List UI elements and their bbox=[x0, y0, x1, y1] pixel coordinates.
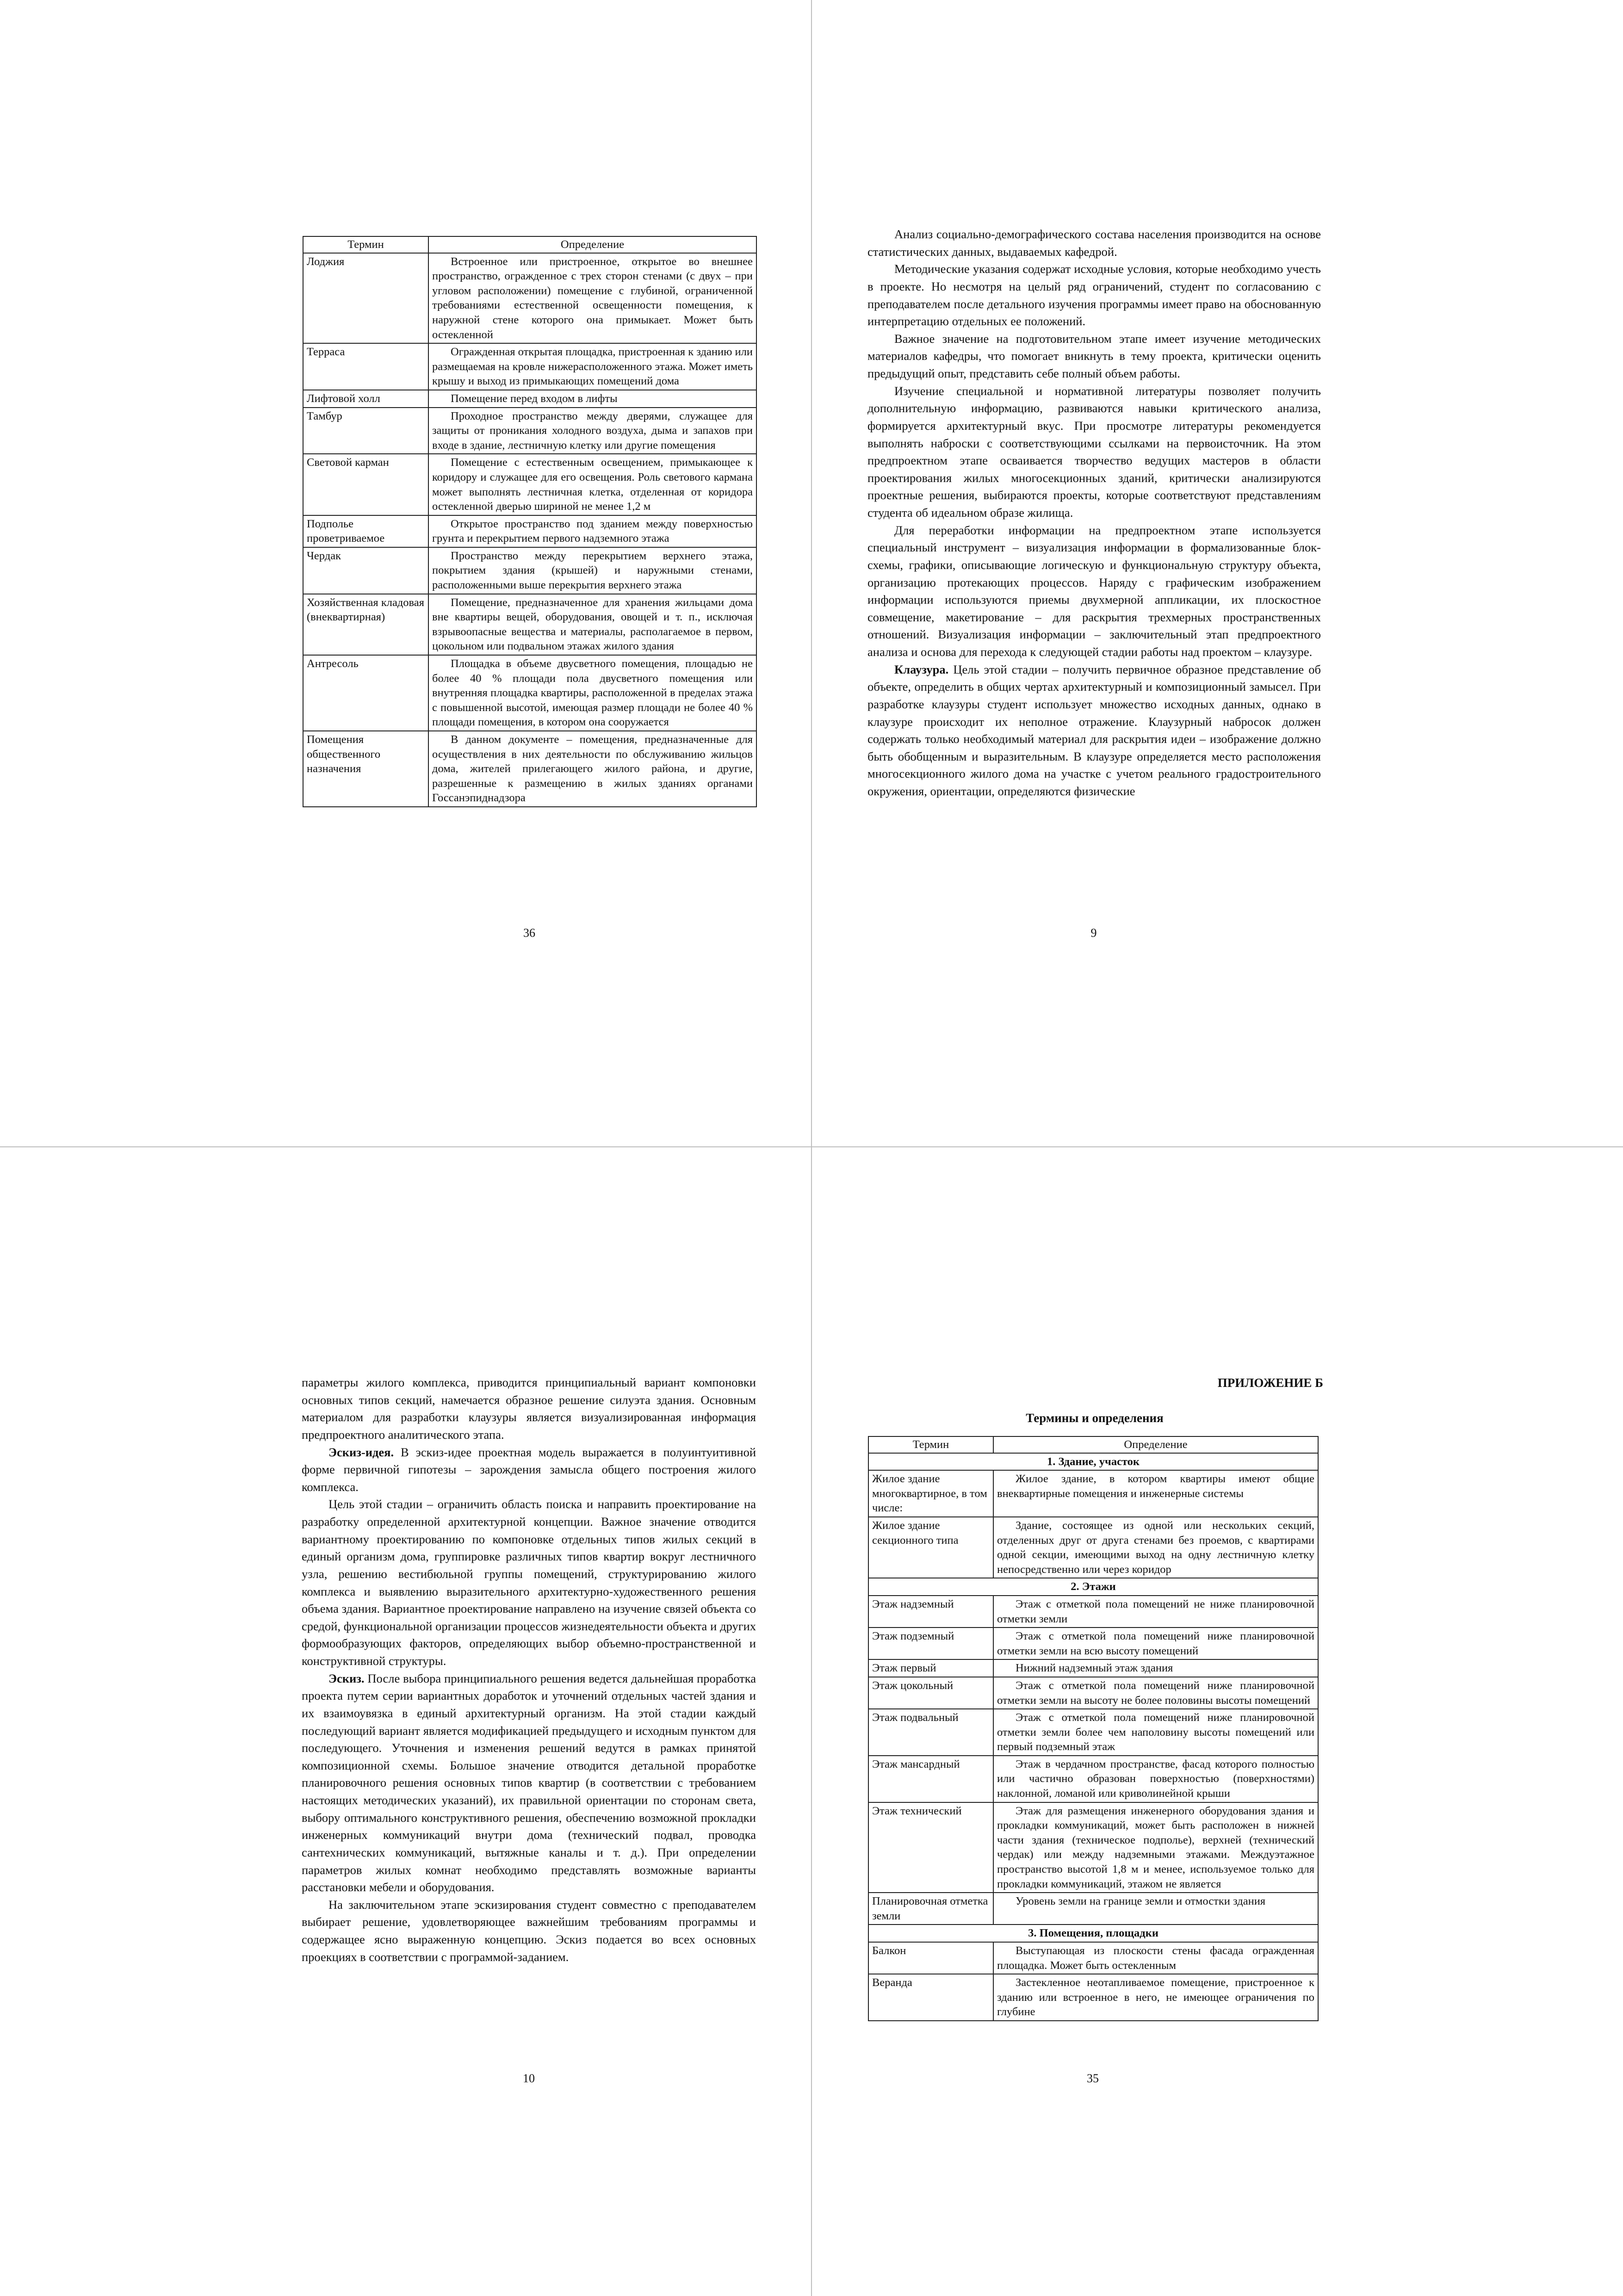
definition-cell: Пространство между перекрытием верхнего этажа, покрытием здания (крышей) и наружными стенами, расположенными выше перекрытия верхнего этажа bbox=[428, 547, 756, 594]
definition-cell: Здание, состоящее из одной или нескольких секций, отделенных друг от друга стенами без проемов, с квартирами одной секции, имеющими выход на одну лестничную клетку непосредственно или через коридор bbox=[993, 1517, 1318, 1578]
term-cell: Этаж цокольный bbox=[868, 1677, 993, 1709]
paragraph-text: Для переработки информации на предпроектном этапе используется специальный инструмент – визуализация информации в формализованные блок-схемы, графики, описывающие логическую и функциональную структуру объекта, организацию протекающих процессов. Наряду с графическим изображением информации используются приемы двухмерной аппликации, их плоскостное совмещение, макетирование – для раскрытия трехмерных пространственных отношений. Визуализация информации – заключительный этап предпроектного анализа и основа для перехода к следующей стадии работы над проектом – клаузуре. bbox=[867, 523, 1321, 659]
section-header-row bbox=[868, 1925, 1318, 1942]
table-row bbox=[303, 655, 756, 731]
paragraph-text: Цель этой стадии – ограничить область поиска и направить проектирование на разработку определенной архитектурной концепции. Важное значение отводится вариантному проектированию по компоновке отдельных типов жилых секций в единый организм дома, группировке различных типов квартир вокруг лестничного узла, решению вестибюльной группы помещений, структурированию жилого комплекса и выявлению выразительного архитектурно-художественного решения объема здания. Вариантное проектирование направлено на изучение связей объекта со средой, функциональной организации процессов жизнедеятельности объекта и других формообразующих факторов, определяющих выбор объемно-пространственной и конструктивной структуры. bbox=[302, 1497, 756, 1668]
term-cell: Чердак bbox=[303, 547, 428, 594]
page-number-35: 35 bbox=[1087, 2072, 1099, 2085]
term-cell: Лифтовой холл bbox=[303, 390, 428, 408]
paragraph bbox=[867, 522, 1321, 661]
terms-table-body bbox=[303, 253, 756, 807]
table-row bbox=[303, 253, 756, 344]
definition-cell: Этаж для размещения инженерного оборудования здания и прокладки коммуникаций, может быть расположен в нижней части здания (техническое подполье), верхней (технический чердак) или между надземными этажами. Междуэтажное пространство высотой 1,8 м и менее, используемое только для прокладки коммуникаций, этажом не является bbox=[993, 1802, 1318, 1893]
table-row bbox=[868, 1659, 1318, 1677]
table-row bbox=[303, 594, 756, 655]
table-row bbox=[868, 1974, 1318, 2021]
table-row bbox=[868, 1470, 1318, 1517]
definition-cell: В данном документе – помещения, предназначенные для осуществления в них деятельности по обслуживанию жильцов дома, жителей прилегающего жилого района, и другие, разрешенные к размещению в жилых зданиях органами Госсанэпиднадзора bbox=[428, 731, 756, 807]
definition-cell: Этаж с отметкой пола помещений ниже планировочной отметки земли на высоту не более половины высоты помещений bbox=[993, 1677, 1318, 1709]
appendix-title: ПРИЛОЖЕНИЕ Б bbox=[1217, 1376, 1323, 1390]
definition-cell: Этаж с отметкой пола помещений ниже планировочной отметки земли более чем наполовину высоты помещений или первый подземный этаж bbox=[993, 1709, 1318, 1756]
definition-cell: Огражденная открытая площадка, пристроенная к зданию или размещаемая на кровле нижерасположенного этажа. Может иметь крышу и выход из примыкающих помещений дома bbox=[428, 343, 756, 390]
definition-cell: Этаж в чердачном пространстве, фасад которого полностью или частично образован поверхностью (поверхностями) наклонной, ломаной или криволинейной крыши bbox=[993, 1756, 1318, 1802]
paragraph bbox=[867, 383, 1321, 522]
paragraph-lead-term: Клаузура. bbox=[894, 662, 949, 676]
paragraph bbox=[302, 1374, 756, 1444]
term-cell: Планировочная отметка земли bbox=[868, 1893, 993, 1925]
appendix-subtitle: Термины и определения bbox=[1026, 1411, 1164, 1425]
term-cell: Этаж мансардный bbox=[868, 1756, 993, 1802]
page-35 bbox=[868, 1436, 1318, 2021]
table-row bbox=[868, 1802, 1318, 1893]
column-header-definition: Определение bbox=[993, 1436, 1318, 1453]
section-title: 3. Помещения, площадки bbox=[868, 1925, 1318, 1942]
definition-cell: Помещение, предназначенное для хранения жильцами дома вне квартиры вещей, оборудования, овощей и т. п., исключая взрывоопасные вещества и материалы, располагаемое в первом, цокольном или подвальном этажах жилого здания bbox=[428, 594, 756, 655]
definition-cell: Уровень земли на границе земли и отмостки здания bbox=[993, 1893, 1318, 1925]
table-row bbox=[868, 1677, 1318, 1709]
paragraph-text: Анализ социально-демографического состава населения производится на основе статистических данных, выдаваемых кафедрой. bbox=[867, 227, 1321, 259]
section-title: 2. Этажи bbox=[868, 1578, 1318, 1596]
paragraph bbox=[867, 330, 1321, 383]
definition-cell: Помещение перед входом в лифты bbox=[428, 390, 756, 408]
paragraph bbox=[867, 260, 1321, 330]
definition-cell: Этаж с отметкой пола помещений не ниже планировочной отметки земли bbox=[993, 1596, 1318, 1628]
table-row bbox=[303, 547, 756, 594]
definition-cell: Помещение с естественным освещением, примыкающее к коридору и служащее для его освещения. Роль светового кармана может выполнять лестничная клетка, отделенная от коридора остекленной дверью шириной не менее 1,2 м bbox=[428, 454, 756, 515]
page-number-10: 10 bbox=[523, 2072, 535, 2085]
terms-table-body bbox=[868, 1453, 1318, 2021]
term-cell: Световой карман bbox=[303, 454, 428, 515]
definition-cell: Проходное пространство между дверями, служащее для защиты от проникания холодного воздуха, дыма и запахов при входе в здание, лестничную клетку или другие помещения bbox=[428, 408, 756, 454]
term-cell: Хозяйственная кладовая (внеквартирная) bbox=[303, 594, 428, 655]
definition-cell: Застекленное неотапливаемое помещение, пристроенное к зданию или встроенное в него, не имеющее ограничения по глубине bbox=[993, 1974, 1318, 2021]
paragraph bbox=[867, 661, 1321, 800]
paragraph-text: Методические указания содержат исходные условия, которые необходимо учесть в проекте. Но несмотря на целый ряд ограничений, студент по согласованию с преподавателем после детального изучения программы имеет право на обоснованную интерпретацию отдельных ее положений. bbox=[867, 262, 1321, 328]
term-cell: Этаж надземный bbox=[868, 1596, 993, 1628]
table-row bbox=[303, 515, 756, 547]
table-row bbox=[868, 1517, 1318, 1578]
sheet-divider-vertical bbox=[811, 0, 812, 2296]
page-number-9: 9 bbox=[1090, 926, 1097, 940]
term-cell: Этаж первый bbox=[868, 1659, 993, 1677]
paragraph bbox=[302, 1496, 756, 1670]
definition-cell: Выступающая из плоскости стены фасада огражденная площадка. Может быть остекленным bbox=[993, 1942, 1318, 1974]
term-cell: Подполье проветриваемое bbox=[303, 515, 428, 547]
definition-cell: Открытое пространство под зданием между поверхностью грунта и перекрытием первого надземного этажа bbox=[428, 515, 756, 547]
paragraph bbox=[867, 226, 1321, 260]
paragraph bbox=[302, 1444, 756, 1496]
page-36 bbox=[303, 236, 756, 807]
term-cell: Жилое здание многоквартирное, в том числе: bbox=[868, 1470, 993, 1517]
table-row bbox=[868, 1709, 1318, 1756]
term-cell: Этаж подземный bbox=[868, 1628, 993, 1659]
definition-cell: Площадка в объеме двусветного помещения, площадью не более 40 % площади пола двусветного помещения или внутренняя площадка квартиры, расположенной в пределах этажа с повышенной высотой, имеющая размер площади не более 40 % площади помещения, в котором она сооружается bbox=[428, 655, 756, 731]
paragraph bbox=[302, 1896, 756, 1966]
paragraph-text: Цель этой стадии – получить первичное образное представление об объекте, определить в общих чертах архитектурный и композиционный замысел. При разработке клаузуры студент использует множество исходных данных, однако в клаузуре происходит их неполное отражение. Клаузурный набросок должен содержать только необходимый материал для раскрытия идеи – изображение должно быть обобщенным и выразительным. В клаузуре определяется место расположения многосекционного жилого дома на участке с учетом реального градостроительного окружения, ориентации, определяются физические bbox=[867, 662, 1321, 798]
paragraph-text: На заключительном этапе эскизирования студент совместно с преподавателем выбирает решение, удовлетворяющее важнейшим требованиям программы и содержащее ясно выраженную концепцию. Эскиз подается во всех основных проекциях в соответствии с программой-заданием. bbox=[302, 1897, 756, 1964]
column-header-term: Термин bbox=[303, 236, 428, 253]
table-row bbox=[868, 1596, 1318, 1628]
term-cell: Помещения общественного назначения bbox=[303, 731, 428, 807]
section-title: 1. Здание, участок bbox=[868, 1453, 1318, 1471]
table-row bbox=[303, 343, 756, 390]
table-row bbox=[868, 1628, 1318, 1659]
paragraph bbox=[302, 1670, 756, 1896]
section-header-row bbox=[868, 1453, 1318, 1471]
section-header-row bbox=[868, 1578, 1318, 1596]
term-cell: Жилое здание секционного типа bbox=[868, 1517, 993, 1578]
definition-cell: Этаж с отметкой пола помещений ниже планировочной отметки земли на всю высоту помещений bbox=[993, 1628, 1318, 1659]
page-10 bbox=[302, 1374, 756, 1966]
column-header-definition: Определение bbox=[428, 236, 756, 253]
table-row bbox=[868, 1893, 1318, 1925]
definition-cell: Жилое здание, в котором квартиры имеют общие внеквартирные помещения и инженерные системы bbox=[993, 1470, 1318, 1517]
term-cell: Лоджия bbox=[303, 253, 428, 344]
term-cell: Антресоль bbox=[303, 655, 428, 731]
paragraph-text: Важное значение на подготовительном этапе имеет изучение методических материалов кафедры, что помогает вникнуть в тему проекта, критически оценить предыдущий опыт, представить себе полный объем работы. bbox=[867, 331, 1321, 380]
table-row bbox=[303, 408, 756, 454]
table-row bbox=[303, 731, 756, 807]
paragraph-text: В эскиз-идее проектная модель выражается в полуинтуитивной форме первичной гипотезы – зарождения замысла общего построения жилого комплекса. bbox=[302, 1445, 756, 1494]
page-number-36: 36 bbox=[523, 926, 535, 940]
table-row bbox=[303, 454, 756, 515]
terms-table-page-36 bbox=[303, 236, 757, 807]
table-row bbox=[868, 1756, 1318, 1802]
term-cell: Балкон bbox=[868, 1942, 993, 1974]
term-cell: Веранда bbox=[868, 1974, 993, 2021]
term-cell: Этаж подвальный bbox=[868, 1709, 993, 1756]
table-row bbox=[303, 390, 756, 408]
definition-cell: Встроенное или пристроенное, открытое во внешнее пространство, огражденное с трех сторон стенами (с двух – при угловом расположении) помещение с глубиной, ограниченной требованиями естественной освещенности помещения, к наружной стене которого она примыкает. Может быть остекленной bbox=[428, 253, 756, 344]
definition-cell: Нижний надземный этаж здания bbox=[993, 1659, 1318, 1677]
terms-table-page-35 bbox=[868, 1436, 1319, 2021]
paragraph-lead-term: Эскиз. bbox=[328, 1671, 365, 1685]
paragraph-lead-term: Эскиз-идея. bbox=[328, 1445, 394, 1459]
paragraph-text: После выбора принципиального решения ведется дальнейшая проработка проекта путем серии вариантных доработок и уточнений отдельных частей здания и их взаимоувязка в единый архитектурный организм. На этой стадии каждый последующий вариант является модификацией предыдущего и исходным пунктом для последующего. Уточнения и изменения решений ведутся в рамках принятой композиционной схемы. Большое значение отводится детальной проработке планировочного решения основных типов квартир (в соответствии с требованием настоящих методических указаний), их правильной ориентации по сторонам света, выбору оптимального конструктивного решения, обеспечению возможной прокладки инженерных коммуникаций внутри дома (технический подвал, проводка сантехнических коммуникаций, вытяжные каналы и т. д.). При определении параметров жилых комнат необходимо представлять возможные варианты расстановки мебели и оборудования. bbox=[302, 1671, 756, 1894]
table-row bbox=[868, 1942, 1318, 1974]
paragraph-text: параметры жилого комплекса, приводится принципиальный вариант компоновки основных типов секций, намечается образное решение силуэта здания. Основным материалом для разработки клаузуры является визуализированная информация предпроектного аналитического этапа. bbox=[302, 1375, 756, 1442]
term-cell: Этаж технический bbox=[868, 1802, 993, 1893]
page-9 bbox=[867, 226, 1321, 800]
column-header-term: Термин bbox=[868, 1436, 993, 1453]
term-cell: Тамбур bbox=[303, 408, 428, 454]
term-cell: Терраса bbox=[303, 343, 428, 390]
paragraph-text: Изучение специальной и нормативной литературы позволяет получить дополнительную информацию, развиваются навыки критического анализа, формируется архитектурный вкус. При просмотре литературы рекомендуется выполнять наброски с соответствующими ссылками на первоисточник. На этом предпроектном этапе осваивается творчество ведущих мастеров в области проектирования жилых многосекционных зданий, критически анализируются проектные решения, выбираются проекты, которые соответствуют представлениям студента об идеальном образе жилища. bbox=[867, 384, 1321, 520]
